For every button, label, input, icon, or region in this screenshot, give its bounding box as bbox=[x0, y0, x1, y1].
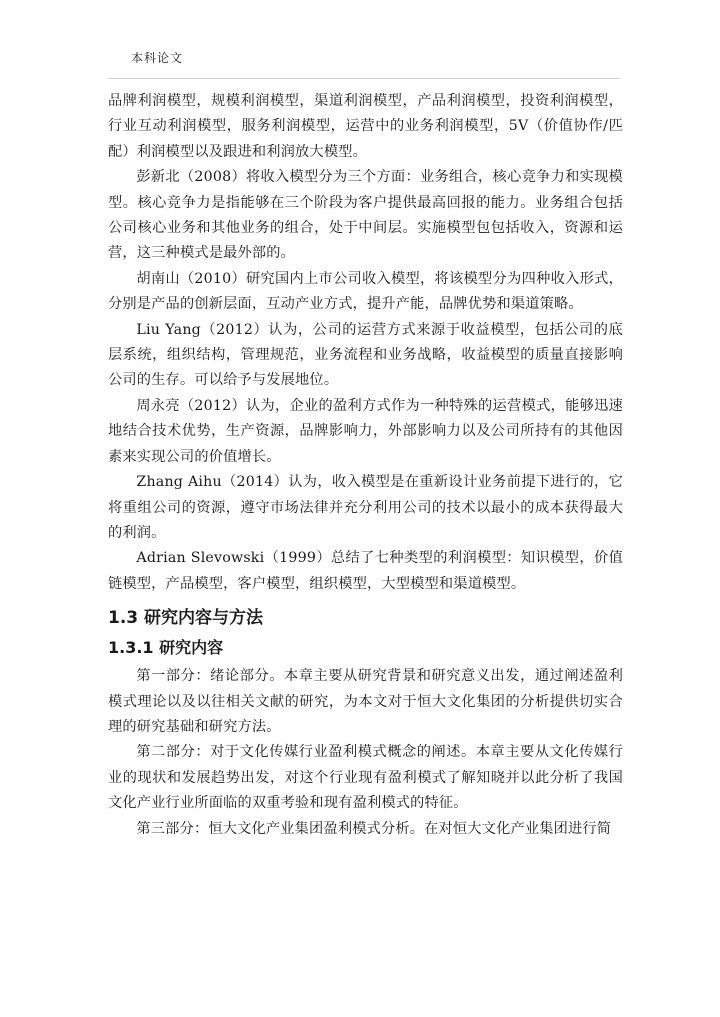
page-header: 本科论文 bbox=[131, 51, 184, 65]
paragraph: 胡南山（2010）研究国内上市公司收入模型，将该模型分为四种收入形式，分别是产品的创新层面，互动产业方式，提升产能，品牌优势和渠道策略。 bbox=[108, 270, 623, 313]
paragraph: 第一部分：绪论部分。本章主要从研究背景和研究意义出发，通过阐述盈利模式理论以及以往相关文献的研究，为本文对于恒大文化集团的分析提供切实合理的研究基础和研究方法。 bbox=[108, 668, 623, 735]
header-divider bbox=[108, 78, 620, 79]
paragraph: 彭新北（2008）将收入模型分为三个方面：业务组合，核心竞争力和实现模型。核心竞争力是指能够在三个阶段为客户提供最高回报的能力。业务组合包括公司核心业务和其他业务的组合，处于中间层。实施模型包包括收入，资源和运营，这三种模式是最外部的。 bbox=[108, 169, 623, 262]
paragraph: 第三部分：恒大文化产业集团盈利模式分析。在对恒大文化产业集团进行简 bbox=[136, 820, 612, 837]
paragraph: Liu Yang（2012）认为，公司的运营方式来源于收益模型，包括公司的底层系统，组织结构，管理规范，业务流程和业务战略，收益模型的质量直接影响公司的生存。可以给予与发展地位。 bbox=[108, 321, 623, 389]
paragraph: 周永亮（2012）认为，企业的盈利方式作为一种特殊的运营模式，能够迅速地结合技术优势，生产资源，品牌影响力，外部影响力以及公司所持有的其他因素来实现公司的价值增长。 bbox=[108, 397, 623, 465]
paragraph: 第二部分：对于文化传媒行业盈利模式概念的阐述。本章主要从文化传媒行业的现状和发展趋势出发，对这个行业现有盈利模式了解知晓并以此分析了我国文化产业行业所面临的双重考验和现有盈利模式的特征。 bbox=[108, 744, 623, 812]
paragraph: Adrian Slevowski（1999）总结了七种类型的利润模型：知识模型，价值链模型，产品模型，客户模型，组织模型，大型模型和渠道模型。 bbox=[108, 550, 623, 592]
paragraph: Zhang Aihu（2014）认为，收入模型是在重新设计业务前提下进行的，它将重组公司的资源，遵守市场法律并充分利用公司的技术以最小的成本获得最大的利润。 bbox=[108, 474, 623, 541]
section-heading: 1.3 研究内容与方法 bbox=[108, 608, 264, 629]
subsection-heading: 1.3.1 研究内容 bbox=[108, 638, 224, 658]
body-content bbox=[108, 89, 623, 842]
paragraph: 品牌利润模型，规模利润模型，渠道利润模型，产品利润模型，投资利润模型，行业互动利润模型，服务利润模型，运营中的业务利润模型，5V（价值协作/匹配）利润模型以及跟进和利润放大模型。 bbox=[108, 93, 623, 160]
